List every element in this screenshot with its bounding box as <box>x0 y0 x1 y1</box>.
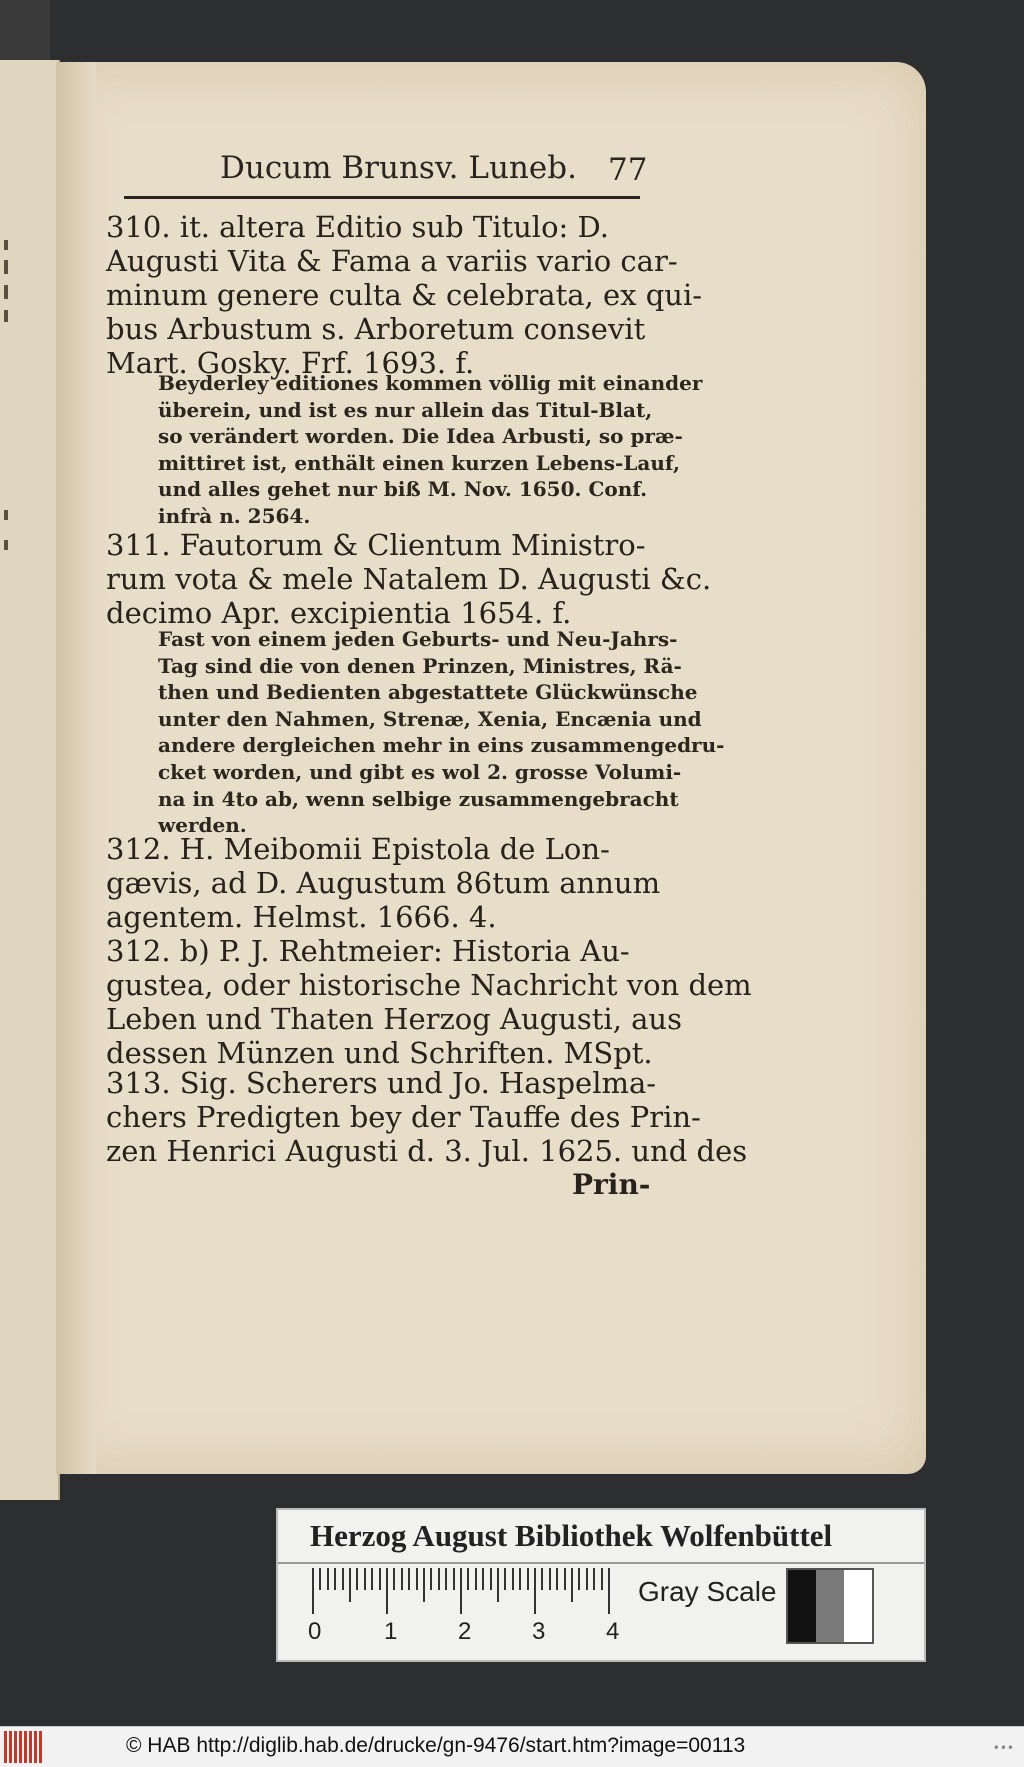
ruler-tick <box>601 1568 603 1590</box>
note-311: Fast von einem jeden Geburts- und Neu-Jahrs- Tag sind die von denen Prinzen, Ministres, Rä- then und Bedienten abgestattete Glückwünsche unter den Nahmen, Strenæ, Xenia, Encænia und andere dergleichen mehr in eins zusammengedru- cket worden, und gibt es wol 2. grosse Volumi- na in 4to ab, wenn selbige zusammengebracht werden. <box>158 627 725 838</box>
ruler-tick <box>593 1568 595 1590</box>
ruler-tick <box>512 1568 514 1590</box>
page-gutter <box>56 62 96 1474</box>
entry-313: 313. Sig. Scherers und Jo. Haspelma- chers Predigten bey der Tauffe des Prin- zen Henrici Augusti d. 3. Jul. 1625. und des <box>106 1066 748 1168</box>
ruler-tick <box>534 1568 536 1614</box>
dots-icon[interactable]: ••• <box>992 1741 1014 1755</box>
card-title: Herzog August Bibliothek Wolfenbüttel <box>310 1518 833 1553</box>
ruler-tick <box>519 1568 521 1590</box>
ruler-tick <box>586 1568 588 1590</box>
gray-scale-label: Gray Scale <box>638 1576 777 1607</box>
header-rule <box>124 196 640 199</box>
ruler-tick <box>349 1568 351 1602</box>
ruler-tick <box>423 1568 425 1602</box>
ruler-tick <box>475 1568 477 1590</box>
scale-label: 0 <box>308 1618 322 1645</box>
left-page-shadow <box>0 0 50 60</box>
ruler-tick <box>578 1568 580 1590</box>
ruler-tick <box>556 1568 558 1590</box>
card-divider <box>278 1562 924 1564</box>
ruler-tick <box>401 1568 403 1590</box>
entry-311: 311. Fautorum & Clientum Ministro- rum vota & mele Natalem D. Augusti &c. decimo Apr. excipientia 1654. f. <box>106 528 712 630</box>
ruler-tick <box>334 1568 336 1590</box>
color-calibration-card <box>276 1508 926 1662</box>
ruler-tick <box>312 1568 314 1614</box>
ruler-tick <box>467 1568 469 1590</box>
ruler-tick <box>482 1568 484 1590</box>
scale-label: 3 <box>532 1618 546 1645</box>
ruler-tick <box>356 1568 358 1590</box>
ruler-tick <box>416 1568 418 1590</box>
ruler-tick <box>342 1568 344 1590</box>
ruler-tick <box>445 1568 447 1590</box>
footer-bar <box>0 1726 1024 1767</box>
gray-scale-swatch <box>786 1568 874 1644</box>
ruler-tick <box>327 1568 329 1590</box>
ruler-tick <box>430 1568 432 1590</box>
catchword: Prin- <box>572 1168 651 1201</box>
measurement-ruler <box>312 1568 602 1616</box>
swatch-gray <box>816 1570 844 1642</box>
scale-label: 2 <box>458 1618 472 1645</box>
ruler-tick <box>541 1568 543 1590</box>
ruler-tick <box>371 1568 373 1590</box>
note-310: Beyderley editiones kommen völlig mit einander überein, und ist es nur allein das Titul-Blat, so verändert worden. Die Idea Arbusti, so præ- mittiret ist, enthält einen kurzen Lebens-Lauf, und alles gehet nur biß M. Nov. 1650. Conf. infrà n. 2564. <box>158 371 703 528</box>
ruler-tick <box>453 1568 455 1590</box>
ruler-tick <box>386 1568 388 1614</box>
swatch-black <box>788 1570 816 1642</box>
entry-312b: 312. b) P. J. Rehtmeier: Historia Au- gustea, oder historische Nachricht von dem Leben und Thaten Herzog Augusti, aus dessen Münzen und Schriften. MSpt. <box>106 934 752 1070</box>
swatch-white <box>844 1570 872 1642</box>
ruler-tick <box>549 1568 551 1590</box>
copyright-url[interactable]: © HAB http://diglib.hab.de/drucke/gn-9476/start.htm?image=00113 <box>126 1734 746 1757</box>
ruler-tick <box>571 1568 573 1602</box>
entry-310: 310. it. altera Editio sub Titulo: D. Augusti Vita & Fama a variis vario car- minum genere culta & celebrata, ex qui- bus Arbustum s. Arboretum consevit Mart. Gosky. Frf. 1693. f. <box>106 210 703 380</box>
facing-page-edge <box>0 60 60 1500</box>
ruler-tick <box>460 1568 462 1614</box>
ruler-tick <box>408 1568 410 1590</box>
ruler-tick <box>497 1568 499 1602</box>
page-number: 77 <box>608 152 648 188</box>
ruler-tick <box>364 1568 366 1590</box>
running-header: Ducum Brunsv. Luneb. <box>220 150 577 186</box>
ruler-tick <box>438 1568 440 1590</box>
scale-label: 1 <box>384 1618 398 1645</box>
entry-312: 312. H. Meibomii Epistola de Lon- gævis, ad D. Augustum 86tum annum agentem. Helmst. 1666. 4. <box>106 832 661 934</box>
ruler-tick <box>608 1568 610 1614</box>
scale-label: 4 <box>606 1618 620 1645</box>
ruler-tick <box>564 1568 566 1590</box>
ruler-tick <box>504 1568 506 1590</box>
ruler-tick <box>379 1568 381 1590</box>
barcode-icon <box>4 1731 48 1763</box>
ruler-tick <box>319 1568 321 1590</box>
ruler-tick <box>527 1568 529 1590</box>
ruler-tick <box>490 1568 492 1590</box>
ruler-tick <box>393 1568 395 1590</box>
